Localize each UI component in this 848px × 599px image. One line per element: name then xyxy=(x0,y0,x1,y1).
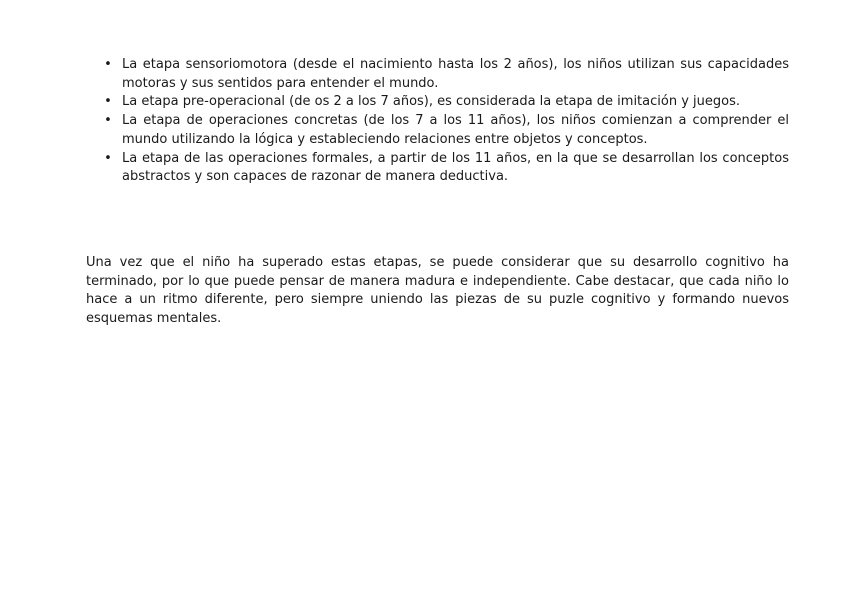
list-item-text: La etapa de las operaciones formales, a partir de los 11 años, en la que se desarrollan los conceptos abstractos y son capaces de razonar de manera deductiva. xyxy=(122,150,789,185)
closing-paragraph: Una vez que el niño ha superado estas etapas, se puede considerar que su desarrollo cognitivo ha terminado, por lo que puede pensar de manera madura e independiente. Cabe destacar, que cada niño lo hace a un ritmo diferente, pero siempre uniendo las piezas de su puzle cognitivo y formando nuevos esquemas mentales. xyxy=(86,255,789,327)
list-item-concrete-operations-stage xyxy=(104,112,789,149)
bullet-icon: • xyxy=(104,113,112,129)
list-item-text: La etapa pre-operacional (de os 2 a los 7 años), es considerada la etapa de imitación y juegos. xyxy=(122,94,740,110)
developmental-stages-list xyxy=(104,56,789,187)
list-item-sensorimotor-stage xyxy=(104,56,789,93)
list-item-text: La etapa sensoriomotora (desde el nacimiento hasta los 2 años), los niños utilizan sus capacidades motoras y sus sentidos para entender el mundo. xyxy=(122,57,789,91)
bullet-icon: • xyxy=(104,57,112,72)
bullet-icon: • xyxy=(104,150,112,166)
bullet-icon: • xyxy=(104,94,112,110)
list-item-formal-operations-stage xyxy=(104,150,789,187)
list-item-text: La etapa de operaciones concretas (de los 7 a los 11 años), los niños comienzan a comprender el mundo utilizando la lógica y estableciendo relaciones entre objetos y conceptos. xyxy=(122,113,789,147)
list-item-preoperational-stage xyxy=(104,93,789,112)
